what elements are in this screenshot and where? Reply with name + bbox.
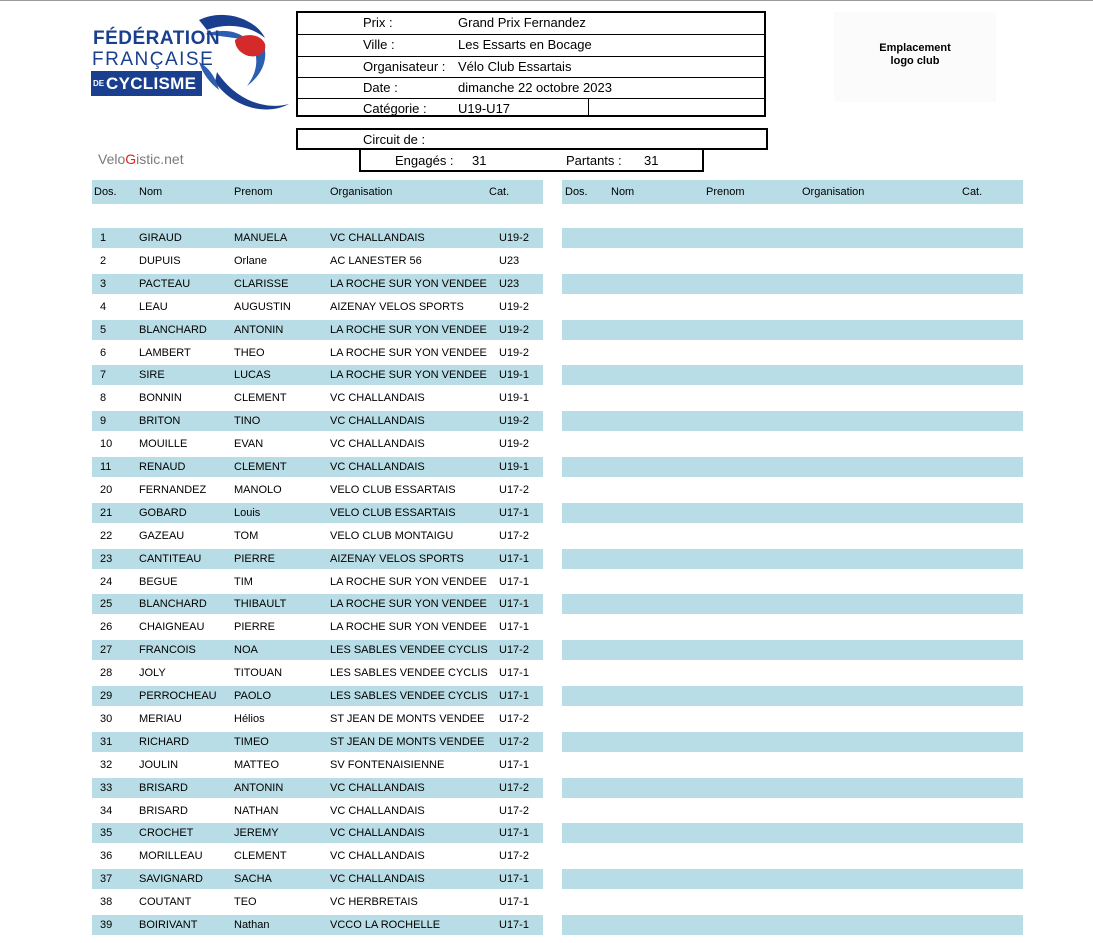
rider-cat: U17-1 <box>499 507 529 519</box>
rider-prenom: CLEMENT <box>234 850 287 862</box>
rider-prenom: NOA <box>234 644 258 656</box>
date-value: dimanche 22 octobre 2023 <box>458 80 612 95</box>
rider-organisation: LES SABLES VENDEE CYCLIS <box>330 667 488 679</box>
rider-prenom: THIBAULT <box>234 598 287 610</box>
rider-nom: SAVIGNARD <box>139 873 203 885</box>
rider-dos: 29 <box>100 690 113 702</box>
rider-organisation: VC HERBRETAIS <box>330 896 418 908</box>
rider-prenom: Louis <box>234 507 261 519</box>
rider-prenom: TIM <box>234 576 253 588</box>
rider-prenom: SACHA <box>234 873 272 885</box>
rider-dos: 38 <box>100 896 113 908</box>
logo-de: DE <box>93 78 105 88</box>
empty-table-row <box>562 457 1023 477</box>
col-cat: Cat. <box>489 186 510 198</box>
rider-dos: 31 <box>100 736 113 748</box>
table-row <box>92 846 543 866</box>
rider-nom: LEAU <box>139 301 168 313</box>
rider-prenom: EVAN <box>234 438 264 450</box>
rider-organisation: AIZENAY VELOS SPORTS <box>330 301 464 313</box>
rider-nom: FERNANDEZ <box>139 484 207 496</box>
empty-table-row <box>562 686 1023 706</box>
table-row <box>92 549 543 569</box>
table-row <box>92 823 543 843</box>
rider-prenom: MANUELA <box>234 232 288 244</box>
table-row <box>92 640 543 660</box>
rider-organisation: VC CHALLANDAIS <box>330 827 425 839</box>
categorie-value: U19-U17 <box>458 101 511 116</box>
rider-nom: CANTITEAU <box>139 553 202 565</box>
rider-cat: U17-1 <box>499 576 529 588</box>
table-row <box>92 411 543 431</box>
rider-organisation: VC CHALLANDAIS <box>330 805 425 817</box>
rider-cat: U23 <box>499 255 520 267</box>
rider-cat: U19-2 <box>499 301 529 313</box>
rider-nom: LAMBERT <box>139 347 191 359</box>
rider-dos: 34 <box>100 805 113 817</box>
categorie-label: Catégorie : <box>363 101 427 116</box>
categorie-cell-divider <box>588 98 589 117</box>
rider-cat: U17-1 <box>499 919 529 931</box>
rider-cat: U19-1 <box>499 461 529 473</box>
rider-nom: CHAIGNEAU <box>139 621 205 633</box>
rider-organisation: AIZENAY VELOS SPORTS <box>330 553 464 565</box>
table-row <box>92 663 543 683</box>
rider-nom: BRISARD <box>139 805 188 817</box>
rider-dos: 36 <box>100 850 113 862</box>
rider-organisation: LES SABLES VENDEE CYCLIS <box>330 690 488 702</box>
rider-organisation: VELO CLUB MONTAIGU <box>330 530 454 542</box>
rider-dos: 25 <box>100 598 113 610</box>
rider-nom: JOLY <box>139 667 166 679</box>
rider-nom: RICHARD <box>139 736 190 748</box>
rider-prenom: Hélios <box>234 713 265 725</box>
prix-label: Prix : <box>363 15 393 30</box>
info-row-categorie <box>298 99 764 120</box>
ville-label: Ville : <box>363 37 395 52</box>
ffc-logo <box>88 12 293 114</box>
table-row <box>92 343 543 363</box>
date-label: Date : <box>363 80 398 95</box>
circuit-label: Circuit de : <box>363 132 426 147</box>
col-nom: Nom <box>611 186 635 198</box>
rider-cat: U19-2 <box>499 324 529 336</box>
table-header <box>562 180 1023 204</box>
ville-value: Les Essarts en Bocage <box>458 37 592 52</box>
rider-nom: GOBARD <box>139 507 187 519</box>
rider-dos: 28 <box>100 667 113 679</box>
rider-prenom: TEO <box>234 896 257 908</box>
empty-table-row <box>562 915 1023 935</box>
rider-cat: U17-2 <box>499 644 529 656</box>
empty-table-row <box>562 274 1023 294</box>
table-row <box>92 365 543 385</box>
table-row <box>92 801 543 821</box>
rider-nom: SIRE <box>139 369 165 381</box>
rider-dos: 3 <box>100 278 107 290</box>
rider-organisation: VC CHALLANDAIS <box>330 415 425 427</box>
rider-dos: 1 <box>100 232 107 244</box>
rider-cat: U17-1 <box>499 827 529 839</box>
rider-cat: U19-2 <box>499 232 529 244</box>
table-row <box>92 869 543 889</box>
empty-table-row <box>562 228 1023 248</box>
rider-dos: 7 <box>100 369 107 381</box>
rider-nom: DUPUIS <box>139 255 181 267</box>
rider-cat: U17-1 <box>499 759 529 771</box>
table-row <box>92 434 543 454</box>
rider-organisation: LA ROCHE SUR YON VENDEE <box>330 576 487 588</box>
rider-organisation: ST JEAN DE MONTS VENDEE <box>330 713 485 725</box>
empty-table-row <box>562 411 1023 431</box>
rider-organisation: VC CHALLANDAIS <box>330 232 425 244</box>
table-row <box>92 480 543 500</box>
brand-part3: istic.net <box>136 151 184 167</box>
col-organisation: Organisation <box>330 186 393 198</box>
top-rule <box>0 0 1093 1</box>
rider-dos: 35 <box>100 827 113 839</box>
brand-part1: Velo <box>98 151 126 167</box>
empty-table-row <box>562 320 1023 340</box>
rider-dos: 22 <box>100 530 113 542</box>
partants-label: Partants : <box>566 153 622 168</box>
rider-prenom: THEO <box>234 347 265 359</box>
logo-line-cyclisme: CYCLISME <box>106 73 197 93</box>
rider-organisation: ST JEAN DE MONTS VENDEE <box>330 736 485 748</box>
table-row <box>92 297 543 317</box>
rider-dos: 20 <box>100 484 113 496</box>
rider-dos: 37 <box>100 873 113 885</box>
rider-cat: U19-2 <box>499 438 529 450</box>
table-row <box>92 732 543 752</box>
rider-cat: U19-1 <box>499 369 529 381</box>
rider-organisation: AC LANESTER 56 <box>330 255 422 267</box>
table-row <box>92 572 543 592</box>
rider-dos: 39 <box>100 919 113 931</box>
rider-dos: 10 <box>100 438 113 450</box>
rider-prenom: PIERRE <box>234 621 275 633</box>
logo-line-francaise: FRANÇAISE <box>92 49 215 70</box>
empty-table-row <box>562 365 1023 385</box>
rider-nom: GIRAUD <box>139 232 182 244</box>
rider-prenom: ANTONIN <box>234 324 284 336</box>
col-organisation: Organisation <box>802 186 865 198</box>
rider-nom: JOULIN <box>139 759 179 771</box>
rider-nom: BONNIN <box>139 392 182 404</box>
rider-dos: 21 <box>100 507 113 519</box>
rider-cat: U17-1 <box>499 690 529 702</box>
club-logo-placeholder <box>834 12 996 102</box>
rider-prenom: MATTEO <box>234 759 280 771</box>
table-row <box>92 709 543 729</box>
engages-box <box>359 148 704 172</box>
col-nom: Nom <box>139 186 163 198</box>
empty-table-row <box>562 869 1023 889</box>
rider-cat: U17-2 <box>499 782 529 794</box>
rider-dos: 4 <box>100 301 107 313</box>
empty-table-row <box>562 549 1023 569</box>
rider-nom: BEGUE <box>139 576 178 588</box>
rider-nom: COUTANT <box>139 896 192 908</box>
rider-dos: 6 <box>100 347 107 359</box>
rider-nom: PERROCHEAU <box>139 690 217 702</box>
rider-prenom: PAOLO <box>234 690 272 702</box>
table-row <box>92 594 543 614</box>
rider-prenom: PIERRE <box>234 553 275 565</box>
col-prenom: Prenom <box>234 186 273 198</box>
rider-prenom: Orlane <box>234 255 268 267</box>
rider-prenom: LUCAS <box>234 369 271 381</box>
rider-nom: BRITON <box>139 415 181 427</box>
table-row <box>92 320 543 340</box>
rider-prenom: MANOLO <box>234 484 282 496</box>
rider-cat: U19-2 <box>499 347 529 359</box>
logo-line-federation: FÉDÉRATION <box>93 28 221 49</box>
rider-cat: U17-1 <box>499 896 529 908</box>
table-row <box>92 503 543 523</box>
table-row <box>92 228 543 248</box>
table-row <box>92 457 543 477</box>
rider-prenom: TIMEO <box>234 736 269 748</box>
organisateur-label: Organisateur : <box>363 59 446 74</box>
rider-dos: 23 <box>100 553 113 565</box>
rider-nom: GAZEAU <box>139 530 185 542</box>
rider-prenom: Nathan <box>234 919 270 931</box>
partants-value: 31 <box>644 153 659 168</box>
prix-value: Grand Prix Fernandez <box>458 15 586 30</box>
table-row <box>92 526 543 546</box>
velogistic-brand <box>98 151 184 167</box>
rider-nom: PACTEAU <box>139 278 191 290</box>
engages-value: 31 <box>472 153 487 168</box>
rider-organisation: LA ROCHE SUR YON VENDEE <box>330 369 487 381</box>
rider-nom: BLANCHARD <box>139 324 207 336</box>
rider-prenom: TOM <box>234 530 259 542</box>
rider-nom: MOUILLE <box>139 438 188 450</box>
rider-organisation: VC CHALLANDAIS <box>330 392 425 404</box>
table-row <box>92 915 543 935</box>
circuit-box <box>296 128 768 150</box>
empty-table-row <box>562 640 1023 660</box>
rider-dos: 9 <box>100 415 107 427</box>
rider-organisation: SV FONTENAISIENNE <box>330 759 445 771</box>
rider-cat: U17-2 <box>499 736 529 748</box>
rider-prenom: CLARISSE <box>234 278 289 290</box>
club-logo-line2: logo club <box>890 55 940 67</box>
rider-organisation: LES SABLES VENDEE CYCLIS <box>330 644 488 656</box>
col-cat: Cat. <box>962 186 983 198</box>
col-prenom: Prenom <box>706 186 745 198</box>
rider-organisation: LA ROCHE SUR YON VENDEE <box>330 598 487 610</box>
rider-nom: FRANCOIS <box>139 644 196 656</box>
organisateur-value: Vélo Club Essartais <box>458 59 572 74</box>
rider-prenom: CLEMENT <box>234 461 287 473</box>
rider-organisation: LA ROCHE SUR YON VENDEE <box>330 347 487 359</box>
rider-organisation: VCCO LA ROCHELLE <box>330 919 441 931</box>
rider-organisation: VC CHALLANDAIS <box>330 850 425 862</box>
logo-cyclisme-band <box>91 71 202 96</box>
table-row <box>92 274 543 294</box>
info-row-ville <box>298 35 764 56</box>
rider-cat: U17-2 <box>499 713 529 725</box>
table-row <box>92 778 543 798</box>
rider-organisation: VELO CLUB ESSARTAIS <box>330 507 456 519</box>
rider-cat: U17-1 <box>499 598 529 610</box>
rider-prenom: AUGUSTIN <box>234 301 291 313</box>
empty-table-row <box>562 594 1023 614</box>
rider-prenom: TINO <box>234 415 261 427</box>
race-info-box <box>296 11 766 117</box>
rider-nom: CROCHET <box>139 827 194 839</box>
rider-cat: U23 <box>499 278 520 290</box>
rider-nom: BOIRIVANT <box>139 919 198 931</box>
rider-nom: MORILLEAU <box>139 850 203 862</box>
col-dos: Dos. <box>565 186 588 198</box>
rider-dos: 32 <box>100 759 113 771</box>
rider-nom: BLANCHARD <box>139 598 207 610</box>
rider-cat: U17-2 <box>499 850 529 862</box>
rider-prenom: NATHAN <box>234 805 279 817</box>
empty-table-row <box>562 732 1023 752</box>
table-row <box>92 251 543 271</box>
engages-label: Engagés : <box>395 153 454 168</box>
rider-prenom: CLEMENT <box>234 392 287 404</box>
empty-table-row <box>562 503 1023 523</box>
col-dos: Dos. <box>94 186 117 198</box>
table-row <box>92 617 543 637</box>
rider-dos: 2 <box>100 255 107 267</box>
empty-table-row <box>562 778 1023 798</box>
rider-prenom: ANTONIN <box>234 782 284 794</box>
rider-dos: 26 <box>100 621 113 633</box>
info-row-prix <box>298 13 764 34</box>
rider-organisation: VELO CLUB ESSARTAIS <box>330 484 456 496</box>
rider-cat: U17-1 <box>499 667 529 679</box>
rider-organisation: VC CHALLANDAIS <box>330 782 425 794</box>
rider-cat: U17-2 <box>499 805 529 817</box>
rider-organisation: VC CHALLANDAIS <box>330 461 425 473</box>
rider-dos: 27 <box>100 644 113 656</box>
info-row-date <box>298 78 764 99</box>
rider-cat: U19-1 <box>499 392 529 404</box>
rider-organisation: LA ROCHE SUR YON VENDEE <box>330 278 487 290</box>
rider-nom: BRISARD <box>139 782 188 794</box>
rider-dos: 11 <box>100 461 112 473</box>
rider-cat: U19-2 <box>499 415 529 427</box>
rider-organisation: VC CHALLANDAIS <box>330 873 425 885</box>
rider-prenom: JEREMY <box>234 827 279 839</box>
rider-organisation: VC CHALLANDAIS <box>330 438 425 450</box>
empty-table-row <box>562 823 1023 843</box>
rider-nom: RENAUD <box>139 461 186 473</box>
rider-cat: U17-1 <box>499 873 529 885</box>
rider-dos: 33 <box>100 782 113 794</box>
table-row <box>92 755 543 775</box>
brand-part2: G <box>125 151 137 167</box>
rider-cat: U17-2 <box>499 530 529 542</box>
table-header <box>92 180 543 204</box>
rider-nom: MERIAU <box>139 713 182 725</box>
rider-dos: 5 <box>100 324 107 336</box>
rider-dos: 8 <box>100 392 107 404</box>
club-logo-line1: Emplacement <box>879 42 951 54</box>
table-row <box>92 892 543 912</box>
rider-dos: 24 <box>100 576 113 588</box>
rider-dos: 30 <box>100 713 113 725</box>
info-row-organisateur <box>298 57 764 78</box>
rider-cat: U17-1 <box>499 621 529 633</box>
rider-cat: U17-1 <box>499 553 529 565</box>
rider-prenom: TITOUAN <box>234 667 283 679</box>
table-row <box>92 686 543 706</box>
rider-organisation: LA ROCHE SUR YON VENDEE <box>330 324 487 336</box>
rider-cat: U17-2 <box>499 484 529 496</box>
rider-organisation: LA ROCHE SUR YON VENDEE <box>330 621 487 633</box>
table-row <box>92 388 543 408</box>
